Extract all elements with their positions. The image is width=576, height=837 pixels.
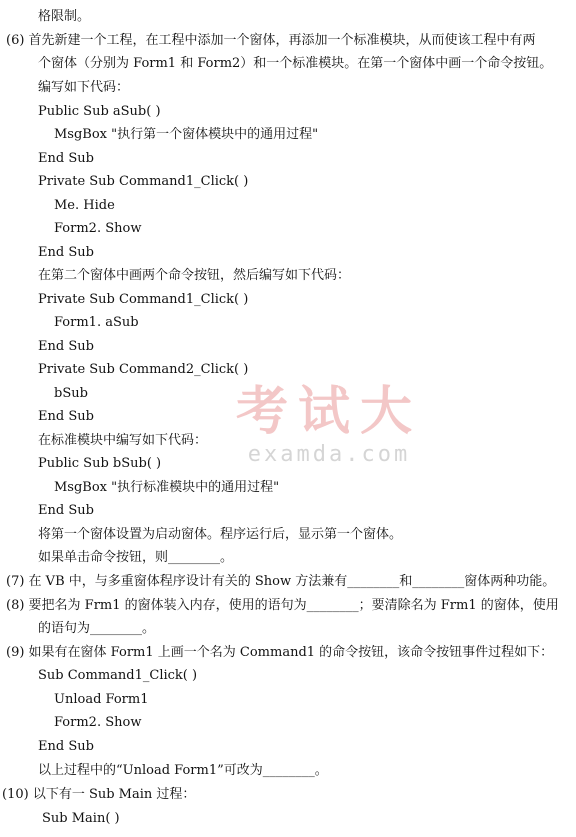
code-line: Form2. Show [54,715,142,730]
watermark [224,382,434,468]
code-line: Private Sub Command1_Click( ) [38,174,249,189]
code-line: Public Sub bSub( ) [38,456,162,471]
code-line: Sub Main( ) [42,811,120,826]
code-line: Sub Command1_Click( ) [38,668,198,683]
code-line: Private Sub Command1_Click( ) [38,292,249,307]
code-line: Me. Hide [54,198,115,213]
question-9-line: (9) 如果有在窗体 Form1 上画一个名为 Command1 的命令按钮，该命令按钮事件过程如下： [6,645,554,660]
code-line: End Sub [38,409,94,424]
text-line: 在第二个窗体中画两个命令按钮，然后编写如下代码： [38,268,351,283]
code-line: End Sub [38,339,94,354]
text-line: 格限制。 [38,9,91,24]
code-line: Public Sub aSub( ) [38,104,161,119]
question-10-line: (10) 以下有一 Sub Main 过程： [2,787,196,802]
text-line: 编写如下代码： [38,80,130,95]
code-line: Private Sub Command2_Click( ) [38,362,249,377]
code-line: End Sub [38,739,94,754]
text-line: 如果单击命令按钮，则________。 [38,550,234,565]
text-line: 在标准模块中编写如下代码： [38,433,208,448]
code-line: MsgBox "执行第一个窗体模块中的通用过程" [54,127,319,142]
code-line: Form2. Show [54,221,142,236]
text-line: 个窗体（分别为 Form1 和 Form2）和一个标准模块。在第一个窗体中画一个命令按钮。 [38,56,553,71]
watermark-brand: 考试大 [235,382,422,442]
text-line: 将第一个窗体设置为启动窗体。程序运行后，显示第一个窗体。 [38,527,403,542]
code-line: Unload Form1 [54,692,149,707]
question-6-line: (6) 首先新建一个工程，在工程中添加一个窗体，再添加一个标准模块，从而使该工程中有两 [6,33,536,48]
question-7-line: (7) 在 VB 中，与多重窗体程序设计有关的 Show 方法兼有________和________窗体两种功能。 [6,574,556,589]
text-line: 的语句为________。 [38,621,156,636]
code-line: bSub [54,386,88,401]
question-8-line: (8) 要把名为 Frm1 的窗体装入内存，使用的语句为________；要清除名为 Frm1 的窗体，使用 [6,598,559,613]
code-line: Form1. aSub [54,315,139,330]
code-line: End Sub [38,151,94,166]
code-line: End Sub [38,245,94,260]
watermark-url: examda.com [247,442,411,467]
code-line: MsgBox "执行标准模块中的通用过程" [54,480,280,495]
code-line: End Sub [38,503,94,518]
text-line: 以上过程中的“Unload Form1”可改为________。 [38,763,328,778]
